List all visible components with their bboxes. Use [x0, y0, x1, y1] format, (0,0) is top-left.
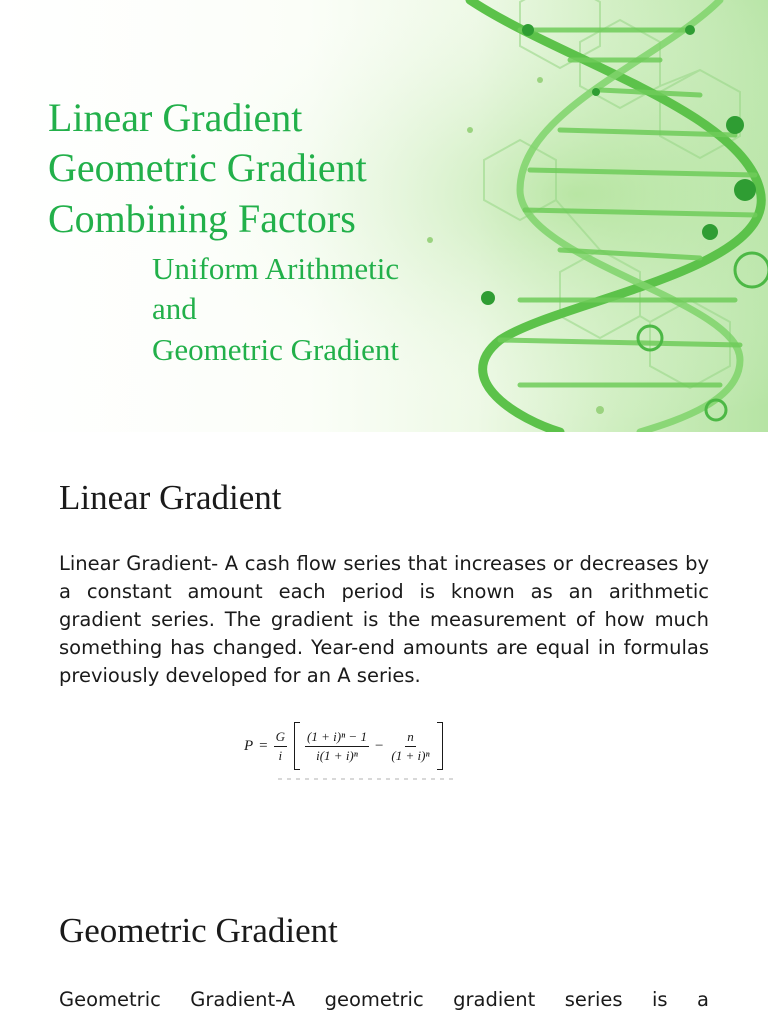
formula-faint-trace — [278, 778, 458, 780]
cover-subtitle-line: Uniform Arithmetic — [152, 251, 400, 286]
cover-title-line: Linear Gradient — [48, 95, 303, 140]
cover-title-line: Geometric Gradient — [48, 145, 367, 190]
formula-coefficient — [274, 728, 287, 765]
formula-term2-denominator: (1 + i)ⁿ — [391, 747, 430, 763]
cover-slide — [0, 0, 768, 432]
formula-minus: − — [374, 737, 384, 754]
linear-gradient-paragraph: Linear Gradient- A cash flow series that increases or decreases by a constant amount each period is known as an arithmetic gradient series. The gradient is the measurement of how much something has changed. Year-end amounts are equal in formulas previously developed for an A series. — [59, 552, 709, 687]
formula-term1-denominator: i(1 + i)ⁿ — [316, 747, 358, 763]
present-worth-gradient-formula — [241, 716, 443, 776]
section-heading-geometric-gradient: Geometric Gradient — [59, 911, 338, 950]
formula-term2-numerator: n — [405, 728, 416, 747]
formula-right-bracket — [437, 722, 443, 770]
formula-term-1 — [305, 728, 369, 765]
cover-subtitle-line: and — [152, 291, 197, 326]
formula-coef-denominator: i — [278, 747, 283, 763]
section-heading-linear-gradient: Linear Gradient — [59, 478, 282, 517]
formula-left-bracket — [294, 722, 300, 770]
formula-equals: = — [259, 737, 268, 754]
formula-coef-numerator: G — [274, 728, 287, 747]
cover-subtitle-line: Geometric Gradient — [152, 332, 400, 367]
formula-lhs: P — [244, 737, 254, 754]
cover-title-line: Combining Factors — [48, 196, 356, 241]
geometric-gradient-paragraph: Geometric Gradient-A geometric gradient series is a — [59, 988, 709, 1011]
formula-term-2 — [389, 728, 431, 765]
formula-term1-numerator: (1 + i)ⁿ − 1 — [305, 728, 369, 747]
